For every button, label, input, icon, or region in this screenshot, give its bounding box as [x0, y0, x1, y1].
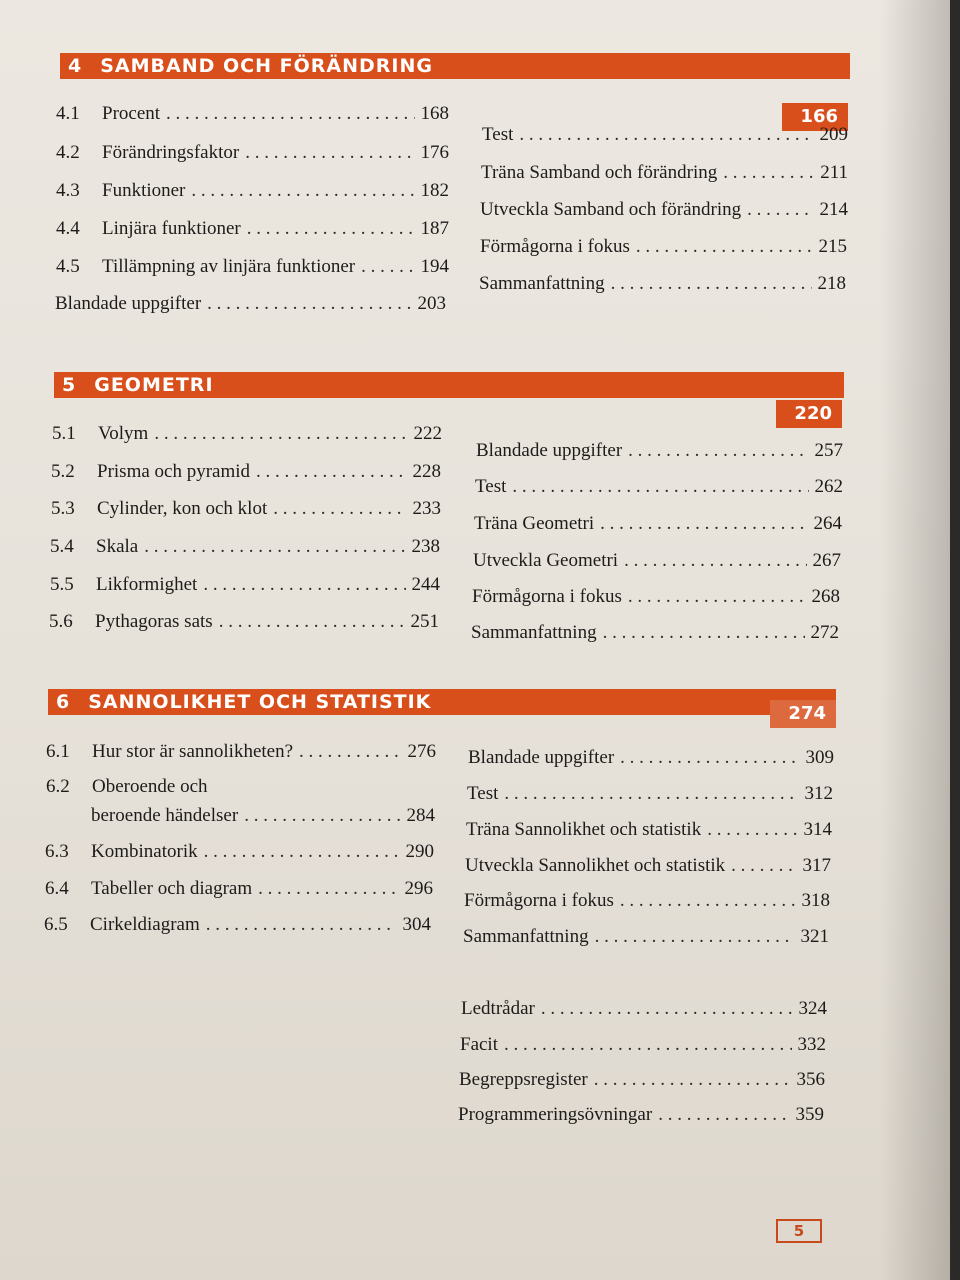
leader-dots [747, 199, 813, 221]
section-number: 6.3 [45, 841, 69, 862]
leader-dots [731, 855, 796, 877]
leader-dots [628, 586, 806, 608]
entry-page: 359 [795, 1104, 824, 1125]
entry-page: 276 [407, 741, 436, 762]
toc-entry[interactable] [476, 440, 843, 462]
leader-dots [603, 622, 805, 644]
section-number: 6.5 [44, 914, 68, 935]
leader-dots [594, 1069, 791, 1091]
toc-entry[interactable] [56, 218, 449, 240]
toc-entry[interactable] [51, 461, 441, 483]
toc-entry[interactable] [466, 819, 832, 841]
leader-dots [166, 103, 414, 125]
entry-page: 309 [805, 747, 834, 768]
entry-title: beroende händelser [91, 805, 239, 826]
entry-title: Test [482, 124, 514, 145]
entry-title: Ledtrådar [461, 998, 535, 1019]
leader-dots [299, 741, 401, 763]
entry-title: Programmeringsövningar [458, 1104, 653, 1125]
entry-page: 314 [803, 819, 832, 840]
entry-title: Facit [460, 1034, 498, 1055]
entry-page: 268 [811, 586, 840, 607]
entry-page: 182 [420, 180, 449, 201]
section-number: 4.5 [56, 256, 80, 277]
toc-entry[interactable] [465, 855, 831, 877]
leader-dots [723, 162, 814, 184]
entry-page: 262 [814, 476, 843, 497]
leader-dots [204, 841, 400, 863]
toc-entry[interactable] [56, 142, 449, 164]
toc-entry[interactable] [471, 622, 839, 644]
entry-title: Utveckla Samband och förändring [480, 199, 742, 220]
toc-entry[interactable] [459, 1069, 825, 1091]
entry-page: 214 [819, 199, 848, 220]
leader-dots [258, 878, 398, 900]
leader-dots [595, 926, 795, 948]
toc-entry[interactable] [467, 783, 833, 805]
toc-entry[interactable] [458, 1104, 824, 1126]
entry-title: Cirkeldiagram [90, 914, 200, 935]
entry-page: 321 [800, 926, 829, 947]
entry-title: Sammanfattning [463, 926, 589, 947]
entry-page: 211 [820, 162, 848, 183]
entry-page: 290 [405, 841, 434, 862]
toc-entry[interactable] [44, 914, 431, 936]
leader-dots [144, 536, 405, 558]
leader-dots [207, 293, 411, 315]
section-number: 6.1 [46, 741, 70, 762]
toc-entry[interactable] [52, 423, 442, 445]
toc-entry[interactable] [481, 162, 848, 184]
toc-entry[interactable] [50, 574, 440, 596]
toc-entry[interactable] [464, 890, 830, 912]
chapter-6-start-page: 274 [770, 700, 836, 728]
leader-dots [245, 142, 414, 164]
chapter-5-banner [54, 372, 844, 398]
page-number: 5 [776, 1219, 822, 1243]
entry-title: Träna Sannolikhet och statistik [466, 819, 702, 840]
leader-dots [519, 124, 813, 146]
leader-dots [624, 550, 806, 572]
entry-page: 238 [411, 536, 440, 557]
toc-entry[interactable] [46, 741, 436, 763]
entry-title: Sammanfattning [479, 273, 605, 294]
entry-title: Blandade uppgifter [476, 440, 623, 461]
entry-title: Förmågorna i fokus [464, 890, 614, 911]
leader-dots [206, 914, 397, 936]
section-number: 4.3 [56, 180, 80, 201]
entry-title: Likformighet [96, 574, 198, 595]
leader-dots [620, 890, 796, 912]
toc-entry[interactable] [45, 841, 434, 863]
entry-title: Volym [98, 423, 149, 444]
leader-dots [620, 747, 799, 769]
entry-page: 203 [417, 293, 446, 314]
entry-page: 194 [420, 256, 449, 277]
entry-title: Funktioner [102, 180, 186, 201]
toc-entry[interactable] [463, 926, 829, 948]
entry-title: Blandade uppgifter [468, 747, 615, 768]
entry-title: Blandade uppgifter [55, 293, 202, 314]
entry-page: 296 [404, 878, 433, 899]
entry-title: Förmågorna i fokus [480, 236, 630, 257]
entry-title: Träna Samband och förändring [481, 162, 718, 183]
entry-page: 244 [411, 574, 440, 595]
entry-title: Procent [102, 103, 161, 124]
entry-page: 218 [817, 273, 846, 294]
section-number: 4.1 [56, 103, 80, 124]
entry-page: 332 [797, 1034, 826, 1055]
leader-dots [247, 218, 415, 240]
entry-page: 284 [406, 805, 435, 826]
section-number: 5.3 [51, 498, 75, 519]
leader-dots [256, 461, 406, 483]
toc-entry[interactable] [468, 747, 834, 769]
entry-title: Förändringsfaktor [102, 142, 240, 163]
leader-dots [191, 180, 414, 202]
toc-entry[interactable] [473, 550, 841, 572]
section-number: 5.6 [49, 611, 73, 632]
entry-page: 257 [814, 440, 843, 461]
chapter-5-start-page: 220 [776, 400, 842, 428]
entry-title: Hur stor är sannolikheten? [92, 741, 294, 762]
entry-page: 251 [410, 611, 439, 632]
entry-page: 304 [402, 914, 431, 935]
entry-title: Cylinder, kon och klot [97, 498, 268, 519]
leader-dots [361, 256, 414, 278]
chapter-number: 6 [56, 691, 71, 713]
leader-dots [600, 513, 807, 535]
toc-entry[interactable] [50, 536, 440, 558]
entry-page: 176 [420, 142, 449, 163]
toc-entry[interactable] [49, 611, 439, 633]
entry-page: 222 [413, 423, 442, 444]
leader-dots [512, 476, 808, 498]
toc-entry[interactable] [56, 103, 449, 125]
entry-title: Pythagoras sats [95, 611, 213, 632]
leader-dots [611, 273, 812, 295]
entry-title: Utveckla Geometri [473, 550, 619, 571]
toc-entry[interactable] [472, 586, 840, 608]
entry-page: 272 [810, 622, 839, 643]
entry-page: 209 [819, 124, 848, 145]
entry-title: Prisma och pyramid [97, 461, 251, 482]
section-number: 6.4 [45, 878, 69, 899]
section-number: 5.1 [52, 423, 76, 444]
entry-title: Tillämpning av linjära funktioner [102, 256, 356, 277]
entry-title: Tabeller och diagram [91, 878, 253, 899]
entry-title: Skala [96, 536, 139, 557]
entry-title: Linjära funktioner [102, 218, 241, 239]
leader-dots [707, 819, 797, 841]
chapter-4-banner [60, 53, 850, 79]
toc-entry[interactable] [55, 293, 446, 315]
toc-entry[interactable] [460, 1034, 826, 1056]
section-number: 5.4 [50, 536, 74, 557]
entry-page: 317 [802, 855, 831, 876]
entry-title: Sammanfattning [471, 622, 597, 643]
entry-page: 264 [813, 513, 842, 534]
entry-page: 168 [420, 103, 449, 124]
page-edge-shadow [880, 0, 950, 1280]
entry-title-line1: Oberoende och [92, 776, 208, 797]
leader-dots [219, 611, 405, 633]
entry-page: 228 [412, 461, 441, 482]
toc-entry[interactable] [474, 513, 842, 535]
entry-page: 267 [812, 550, 841, 571]
section-number: 4.4 [56, 218, 80, 239]
section-number: 5.2 [51, 461, 75, 482]
entry-title: Test [475, 476, 507, 497]
entry-page: 356 [796, 1069, 825, 1090]
chapter-4-start-page: 166 [782, 103, 848, 131]
toc-entry[interactable] [475, 476, 843, 498]
entry-title: Test [467, 783, 499, 804]
leader-dots [628, 440, 808, 462]
section-number: 4.2 [56, 142, 80, 163]
section-number: 5.5 [50, 574, 74, 595]
toc-entry[interactable] [480, 236, 847, 258]
leader-dots [273, 498, 406, 520]
toc-entry[interactable] [56, 180, 449, 202]
chapter-title: SAMBAND OCH FÖRÄNDRING [100, 55, 433, 77]
entry-title: Kombinatorik [91, 841, 198, 862]
entry-page: 187 [420, 218, 449, 239]
leader-dots [504, 1034, 792, 1056]
toc-entry[interactable] [480, 199, 848, 221]
toc-entry[interactable] [45, 878, 433, 900]
entry-page: 312 [804, 783, 833, 804]
chapter-number: 4 [68, 55, 83, 77]
toc-entry[interactable] [91, 805, 435, 827]
chapter-number: 5 [62, 374, 77, 396]
toc-entry[interactable] [56, 256, 449, 278]
leader-dots [636, 236, 813, 258]
entry-title: Begreppsregister [459, 1069, 588, 1090]
leader-dots [504, 783, 798, 805]
entry-page: 215 [818, 236, 847, 257]
section-number: 6.2 [46, 776, 70, 797]
entry-page: 233 [412, 498, 441, 519]
toc-entry[interactable] [482, 124, 848, 146]
leader-dots [154, 423, 407, 445]
leader-dots [203, 574, 405, 596]
entry-page: 324 [798, 998, 827, 1019]
entry-title: Träna Geometri [474, 513, 595, 534]
leader-dots [244, 805, 400, 827]
chapter-title: GEOMETRI [94, 374, 214, 396]
leader-dots [658, 1104, 789, 1126]
entry-title: Förmågorna i fokus [472, 586, 622, 607]
toc-entry[interactable] [479, 273, 846, 295]
toc-entry[interactable] [461, 998, 827, 1020]
chapter-6-banner [48, 689, 836, 715]
entry-page: 318 [801, 890, 830, 911]
toc-entry-line1[interactable] [46, 776, 208, 798]
entry-title: Utveckla Sannolikhet och statistik [465, 855, 726, 876]
leader-dots [541, 998, 793, 1020]
toc-entry[interactable] [51, 498, 441, 520]
chapter-title: SANNOLIKHET OCH STATISTIK [88, 691, 432, 713]
